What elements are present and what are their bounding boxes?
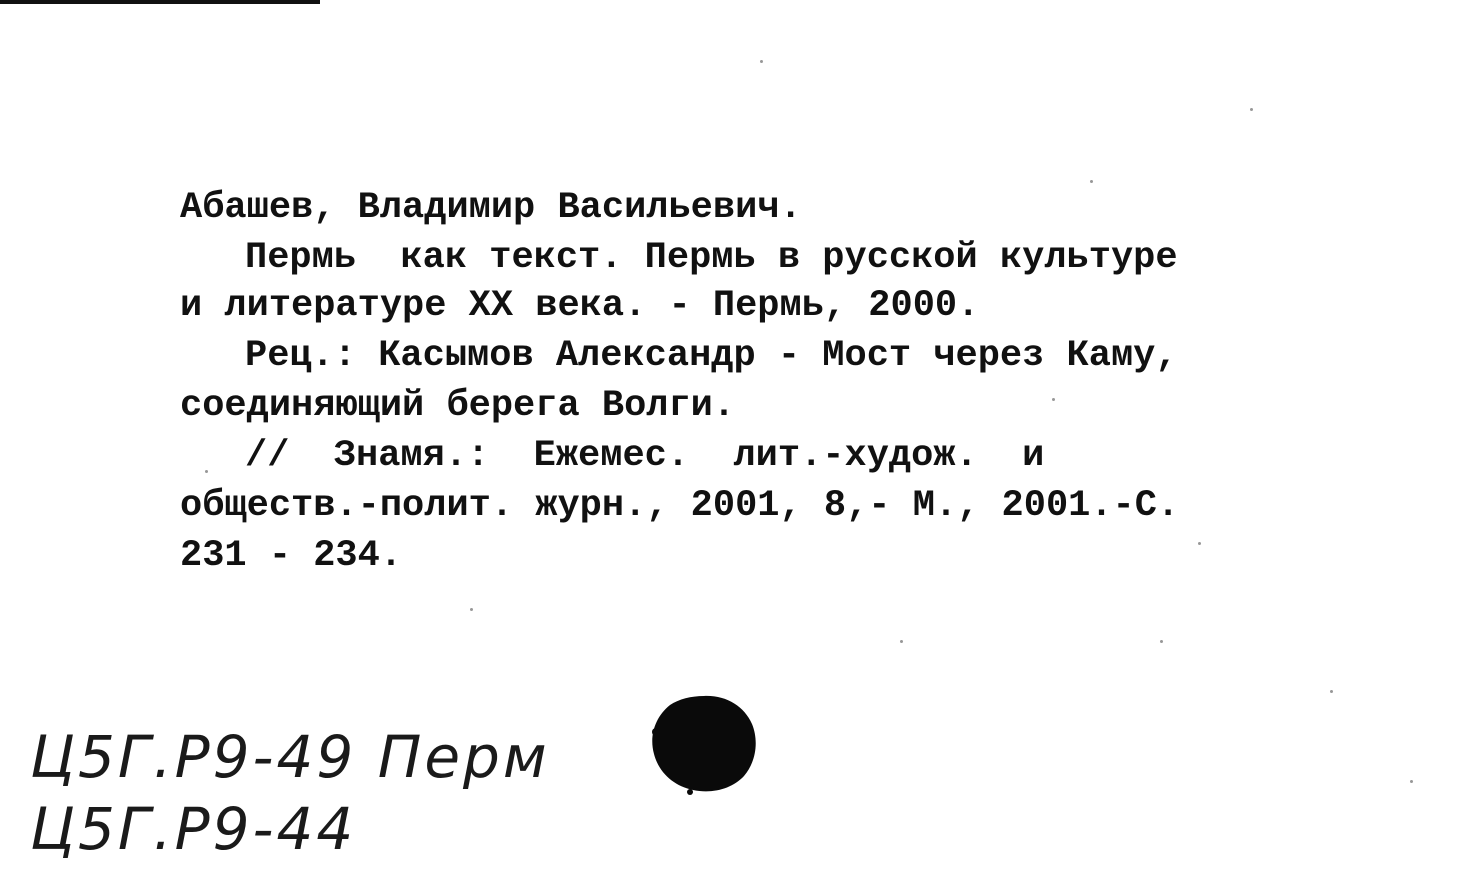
source-line: // Знамя.: Ежемес. лит.-худож. и: [245, 435, 1045, 477]
paper-speck: [1160, 640, 1163, 643]
paper-speck: [205, 470, 208, 473]
paper-speck: [1198, 542, 1201, 545]
pages-line: 231 - 234.: [180, 535, 403, 577]
punch-hole-icon: [646, 692, 762, 796]
review-continuation-line: соединяющий берега Волги.: [180, 385, 736, 427]
review-line: Рец.: Касымов Александр - Мост через Каму,: [245, 335, 1178, 377]
shelf-mark-handwritten: Ц5Г.Р9-44: [30, 795, 357, 863]
paper-speck: [1330, 690, 1333, 693]
author-heading: Абашев, Владимир Васильевич.: [180, 187, 802, 229]
shelf-mark-handwritten: Ц5Г.Р9-49 Перм: [30, 723, 550, 791]
paper-speck: [1090, 180, 1093, 183]
paper-speck: [1250, 108, 1253, 111]
top-edge-rule: [0, 0, 320, 4]
paper-speck: [1410, 780, 1413, 783]
paper-speck: [760, 60, 763, 63]
paper-speck: [470, 608, 473, 611]
paper-speck: [1052, 398, 1055, 401]
paper-speck: [900, 640, 903, 643]
title-line: Пермь как текст. Пермь в русской культуре: [245, 237, 1178, 279]
source-continuation-line: обществ.-полит. журн., 2001, 8,- М., 2001.-С.: [180, 485, 1180, 527]
title-continuation-line: и литературе XX века. - Пермь, 2000.: [180, 285, 980, 327]
